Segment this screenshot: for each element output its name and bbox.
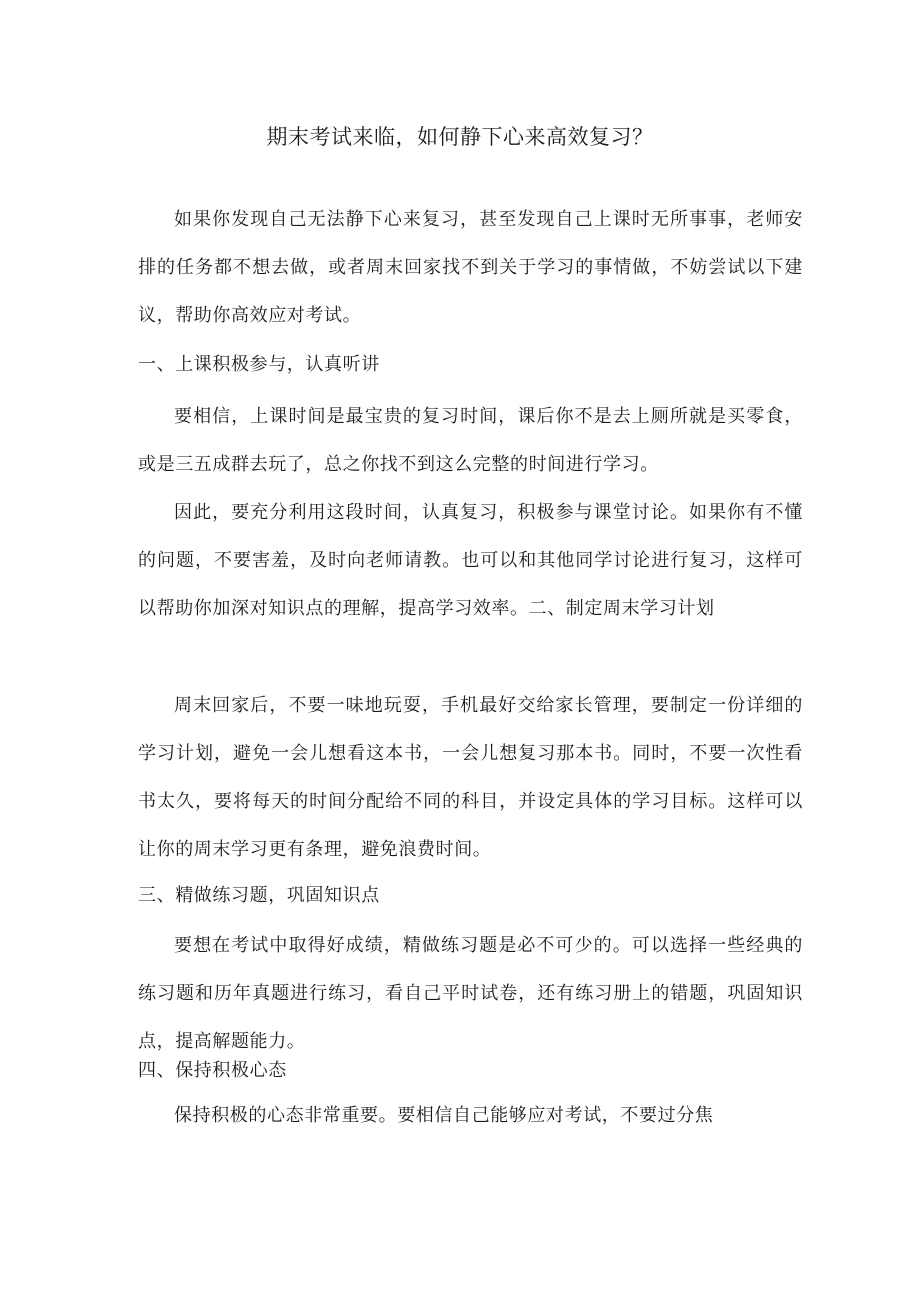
- section-1-heading: 一、上课积极参与，认真听讲: [138, 354, 380, 375]
- section-3-paragraph-1: 要想在考试中取得好成绩，精做练习题是必不可少的。可以选择一些经典的练习题和历年真题进行练习，看自己平时试卷，还有练习册上的错题，巩固知识点，提高解题能力。: [138, 935, 803, 1052]
- section-4-heading: 四、保持积极心态: [138, 1060, 287, 1081]
- section-1-paragraph-1: 要相信，上课时间是最宝贵的复习时间，课后你不是去上厕所就是买零食，或是三五成群去玩了，总之你找不到这么完整的时间进行学习。: [138, 406, 803, 475]
- intro-paragraph: 如果你发现自己无法静下心来复习，甚至发现自己上课时无所事事，老师安排的任务都不想去做，或者周末回家找不到关于学习的事情做，不妨尝试以下建议，帮助你高效应对考试。: [138, 209, 803, 326]
- section-1-paragraph-2: 因此，要充分利用这段时间，认真复习，积极参与课堂讨论。如果你有不懂的问题，不要害羞，及时向老师请教。也可以和其他同学讨论进行复习，这样可以帮助你加深对知识点的理解，提高学习效率。二、制定周末学习计划: [138, 502, 803, 619]
- section-4-paragraph-1: 保持积极的心态非常重要。要相信自己能够应对考试，不要过分焦: [174, 1105, 714, 1126]
- section-2-paragraph-1: 周末回家后，不要一味地玩耍，手机最好交给家长管理，要制定一份详细的学习计划，避免一会儿想看这本书，一会儿想复习那本书。同时，不要一次性看书太久，要将每天的时间分配给不同的科目，并设定具体的学习目标。这样可以让你的周末学习更有条理，避免浪费时间。: [138, 695, 803, 860]
- section-3-heading: 三、精做练习题，巩固知识点: [138, 885, 380, 906]
- page-title: 期末考试来临，如何静下心来高效复习？: [266, 125, 654, 149]
